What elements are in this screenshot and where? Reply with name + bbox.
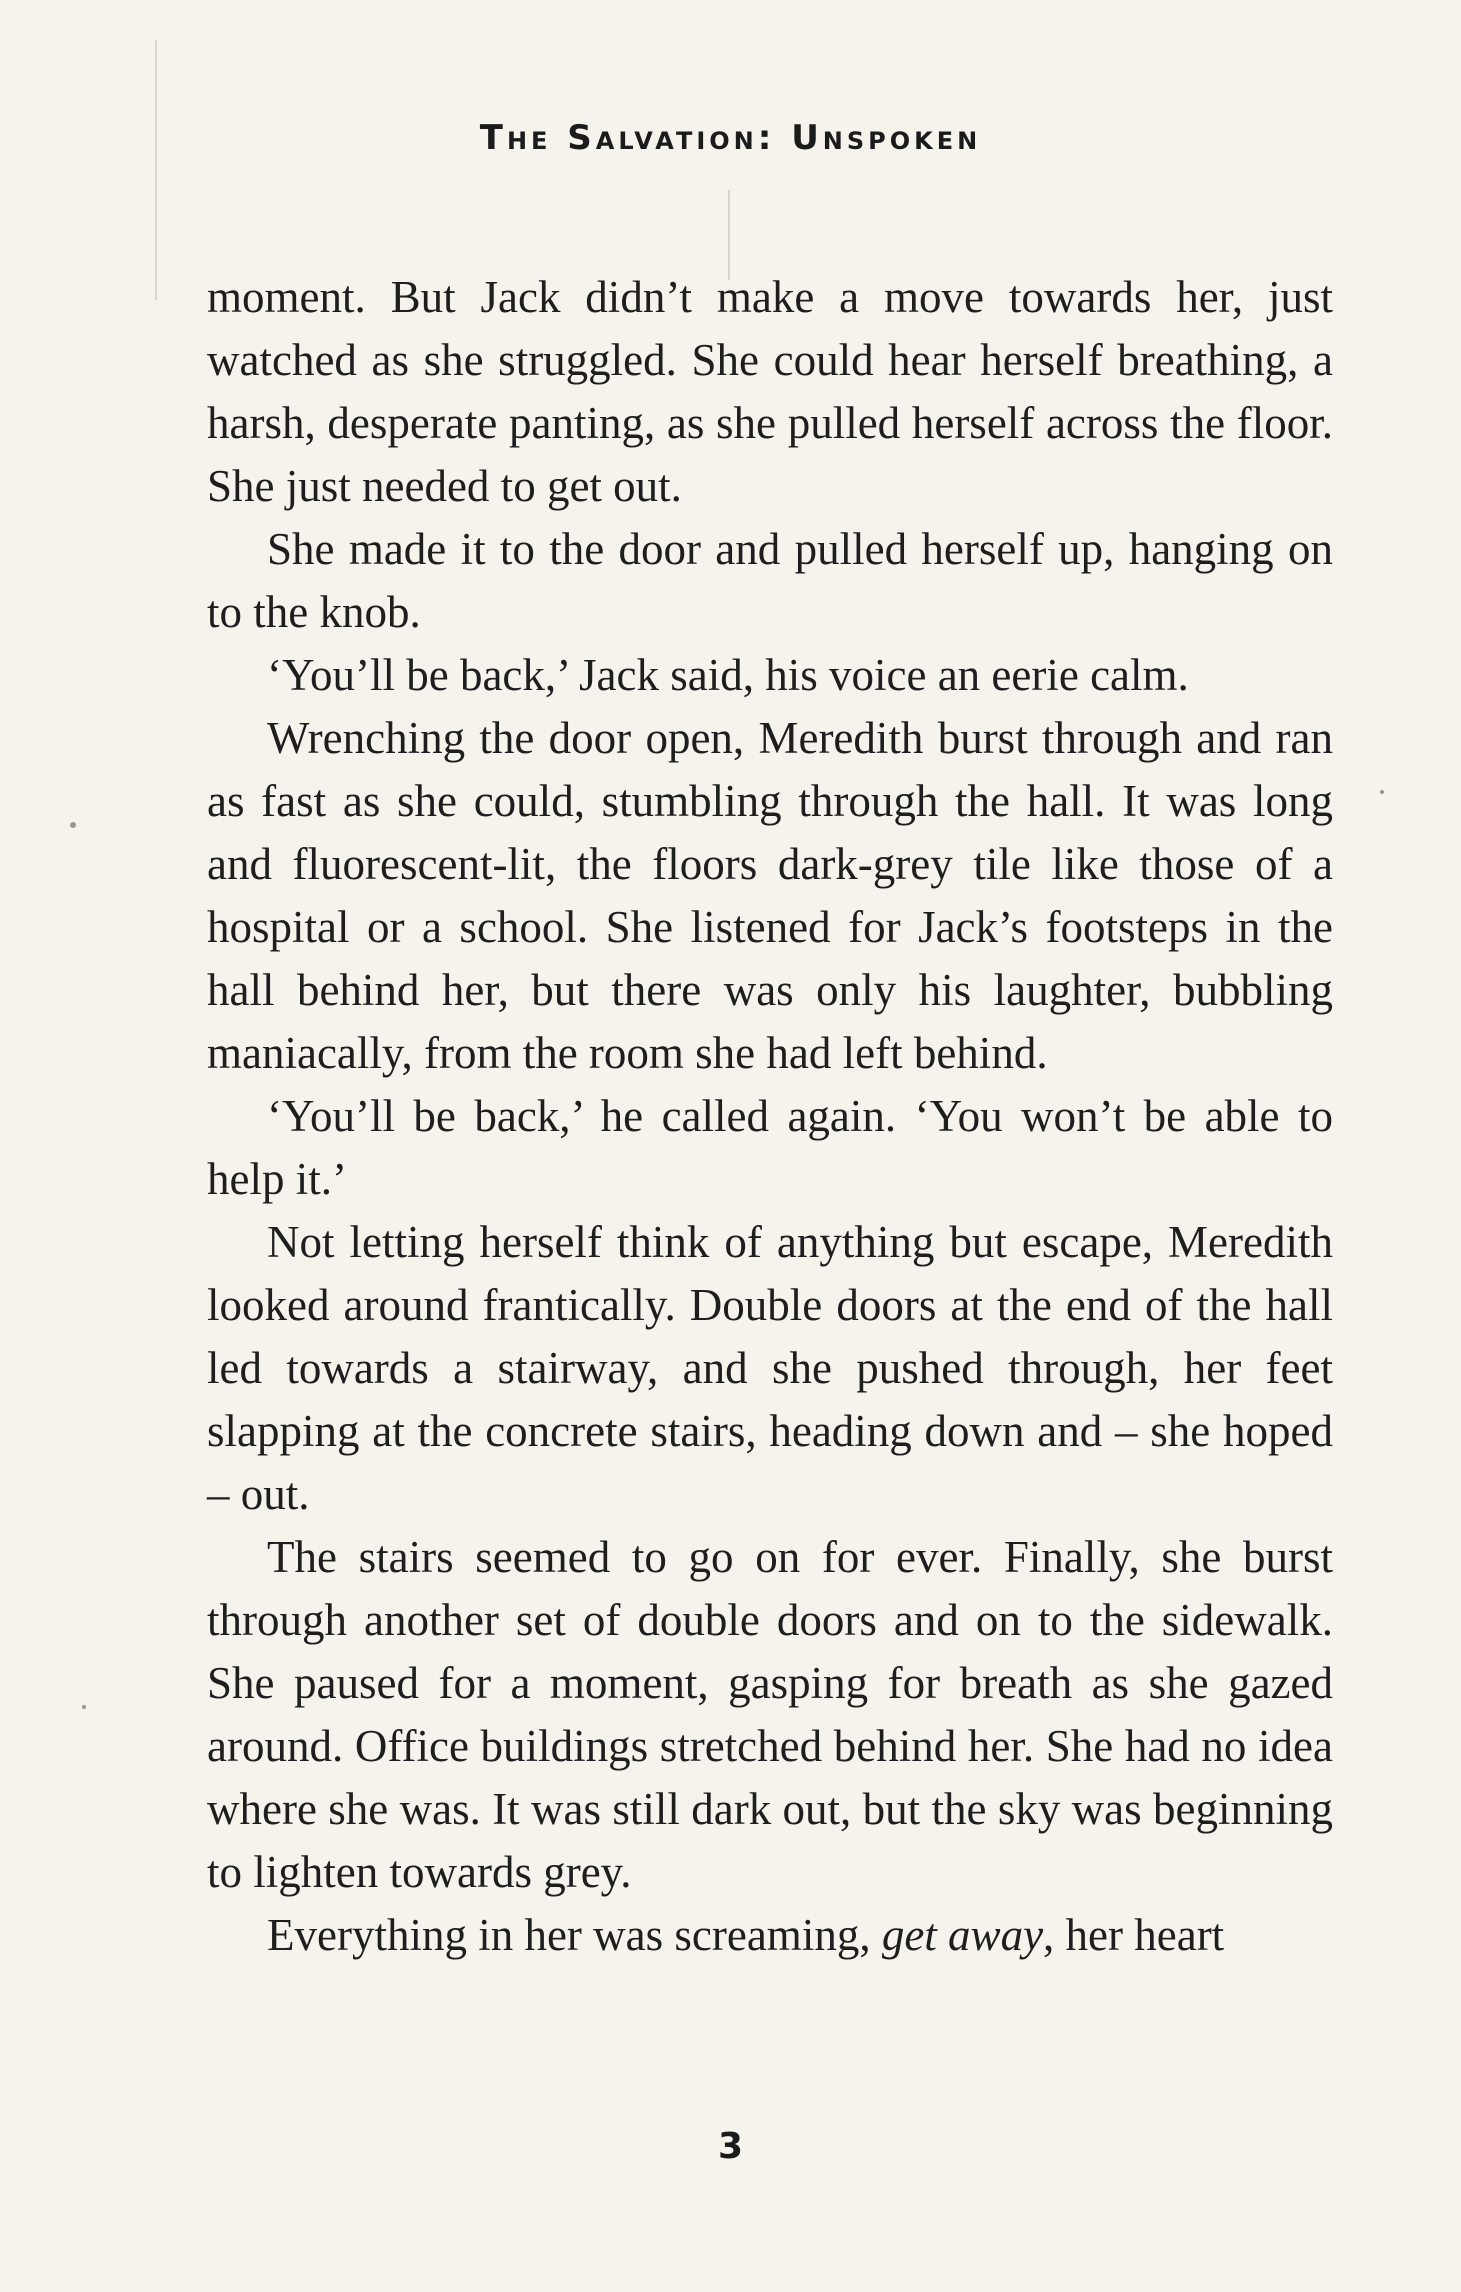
body-text (207, 266, 1333, 1967)
paragraph: Wrenching the door open, Meredith burst through and ran as fast as she could, stumbling through the hall. It was long and fluorescent-lit, the floors dark-grey tile like those of a hospital or a school. She listened for Jack’s footsteps in the hall behind her, but there was only his laughter, bubbling maniacally, from the room she had left behind. (207, 713, 1333, 1078)
paragraph: Not letting herself think of anything but escape, Meredith looked around frantically. Double doors at the end of the hall led towards a stairway, and she pushed through, her feet slapping at the concrete stairs, heading down and – she hoped – out. (207, 1217, 1333, 1519)
running-head: The Salvation: Unspoken (479, 118, 982, 158)
paragraph (207, 1904, 1333, 1967)
paragraph-text: Everything in her was screaming, (267, 1910, 882, 1960)
paragraph: moment. But Jack didn’t make a move towards her, just watched as she struggled. She could hear herself breathing, a harsh, desperate panting, as she pulled herself across the floor. She just needed to get out. (207, 272, 1333, 511)
paragraph: ‘You’ll be back,’ he called again. ‘You won’t be able to help it.’ (207, 1091, 1333, 1204)
paper-speck (1380, 790, 1384, 794)
paper-speck (70, 822, 76, 828)
paragraph: ‘You’ll be back,’ Jack said, his voice an eerie calm. (267, 650, 1189, 700)
emphasis-text: get away (881, 1910, 1044, 1960)
paper-speck (82, 1705, 86, 1709)
page-number: 3 (717, 2126, 744, 2167)
paragraph: The stairs seemed to go on for ever. Finally, she burst through another set of double doors and on to the sidewalk. She paused for a moment, gasping for breath as she gazed around. Office buildings stretched behind her. She had no idea where she was. It was still dark out, but the sky was beginning to lighten towards grey. (207, 1532, 1333, 1897)
paragraph: She made it to the door and pulled herself up, hanging on to the knob. (207, 524, 1333, 637)
page-crease (155, 40, 157, 300)
paragraph-text: , her heart (1043, 1910, 1225, 1960)
